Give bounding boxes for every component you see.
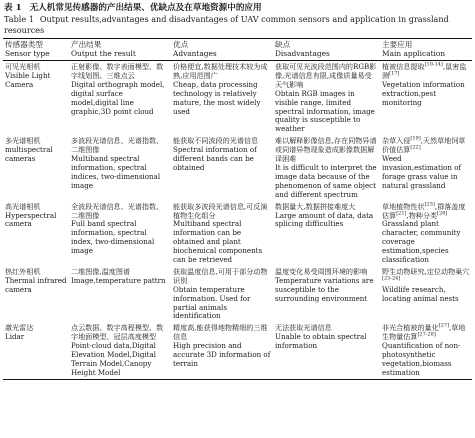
caption-english	[4, 14, 471, 36]
cell-output: 点云数据、数字高程模型、数字地面模型、冠层高度模型 Point-cloud data,Digital Elevation Model,Digital Terrain Model,Canopy Height Model	[69, 322, 171, 379]
cell-sensor-type: 高光谱相机 Hyperspectral camera	[5, 201, 57, 229]
header-disadvantages-en: Disadvantages	[273, 49, 380, 61]
header-sensor-type-zh: 传感器类型	[3, 39, 69, 50]
cell-disadvantages: 温度变化易受周围环境的影响 Temperature variations are susceptible to the surrounding environment	[275, 266, 374, 303]
cell-disadvantages: 数据量大,数据拼接难度大 Large amount of data, data splicing difficulties	[275, 201, 374, 229]
header-output-zh: 产出结果	[69, 39, 171, 50]
cell-output: 二维图像,温度图谱 Image,temperature pattrn	[71, 266, 166, 285]
cell-output: 正射影像、数字表面模型、数字线划图、三维点云 Digital orthograph model, digital surface model,digital line graphic,3D point cloud	[71, 62, 165, 116]
table-caption	[0, 0, 475, 36]
header-row-chinese	[3, 39, 472, 50]
cell-output: 多波段光谱信息、光谱指数、二维图像 Multiband spectral information, spectral indices, two-dimensional image	[71, 136, 164, 190]
cell-sensor-type: 激光雷达 Lidar	[3, 322, 69, 379]
header-advantages-en: Advantages	[171, 49, 273, 61]
table-row	[3, 266, 472, 322]
cell-application: 杂草入侵[19],天然草地饲草价值估算[22] Weed invasion,estimation of forage grass value in natural grassland	[382, 135, 466, 190]
header-row-english	[3, 49, 472, 61]
header-advantages-zh: 优点	[171, 39, 273, 50]
cell-application: 非光合植被的量化[27],草地生物量估算[27-28] Quantification of non-photosynthetic vegetation,biomass estimation	[380, 322, 472, 379]
table-row	[3, 201, 472, 266]
caption-en-text: Output results,advantages and disadvantages of UAV common sensors and application in grassland resources	[4, 14, 449, 35]
table-row	[3, 135, 472, 200]
cell-disadvantages: 获取可见光波段范围内的RGB影像,光谱信息有限,成像质量易受天气影响 Obtain RGB images in visible range, limited spectral information, image quality is susceptible to weather	[275, 62, 377, 134]
cell-sensor-type: 多光谱相机 multispectral cameras	[5, 136, 53, 164]
cell-disadvantages: 无法获取光谱信息 Unable to obtain spectral information	[273, 322, 380, 379]
cell-output: 全波段光谱信息、光谱指数、二维图像 Full band spectral information, spectral index, two-dimensional image	[71, 201, 164, 256]
cell-application: 植被信息提取[10-14],鼠害监测[17] Vegetation information extraction,pest monitoring	[382, 61, 467, 107]
sensor-table	[3, 38, 472, 380]
table-row	[3, 61, 472, 136]
cell-application: 草地植物性状[25],群落盖度估算[21],物种分类[26] Grassland plant character, community coverage estimation,species classification	[382, 201, 466, 265]
cell-sensor-type: 可见光相机 Visible Light Camera	[5, 62, 51, 89]
caption-chinese	[4, 3, 471, 14]
cell-application: 野生动物研究,定位动物巢穴[23-24] Wildlife research, locating animal nests	[382, 266, 470, 303]
caption-zh-label: 表 1	[4, 3, 22, 13]
cell-advantages: 价格便宜,数据处理技术较为成熟,应用范围广 Cheap, data processing technology is relatively mature, the most widely used	[173, 62, 268, 116]
cell-advantages: 能获取不同波段的光谱信息 Spectral information of different bands can be obtained	[173, 136, 259, 172]
header-disadvantages-zh: 缺点	[273, 39, 380, 50]
table-row	[3, 322, 472, 379]
caption-en-label: Table 1	[4, 14, 34, 24]
caption-zh-text: 无人机常见传感器的产出结果、优缺点及在草地资源中的应用	[29, 3, 262, 13]
header-sensor-type-en: Sensor type	[3, 49, 69, 61]
cell-disadvantages: 难以解释影像信息,存在同物异谱或同谱异物现象造成影像数据解译困难 It is difficult to interpret the image data because of the phenomenon of same object and different spectrum	[275, 136, 377, 199]
cell-advantages: 获取温度信息,可用于部分动物识别 Obtain temperature information. Used for partial animals identification	[173, 266, 268, 321]
cell-advantages: 能获取多波段光谱信息,可反演植物生化组分 Multiband spectral information can be obtained and plant biochemical components can be retrieved	[173, 201, 268, 265]
cell-advantages: 精度高,能获得地物精细的三维信息 High precision and accurate 3D information of terrain	[171, 322, 273, 379]
header-output-en: Output the result	[69, 49, 171, 61]
header-application-en: Main application	[380, 49, 472, 61]
header-application-zh: 主要应用	[380, 39, 472, 50]
cell-sensor-type: 热红外相机 Thermal infrared camera	[5, 266, 67, 294]
